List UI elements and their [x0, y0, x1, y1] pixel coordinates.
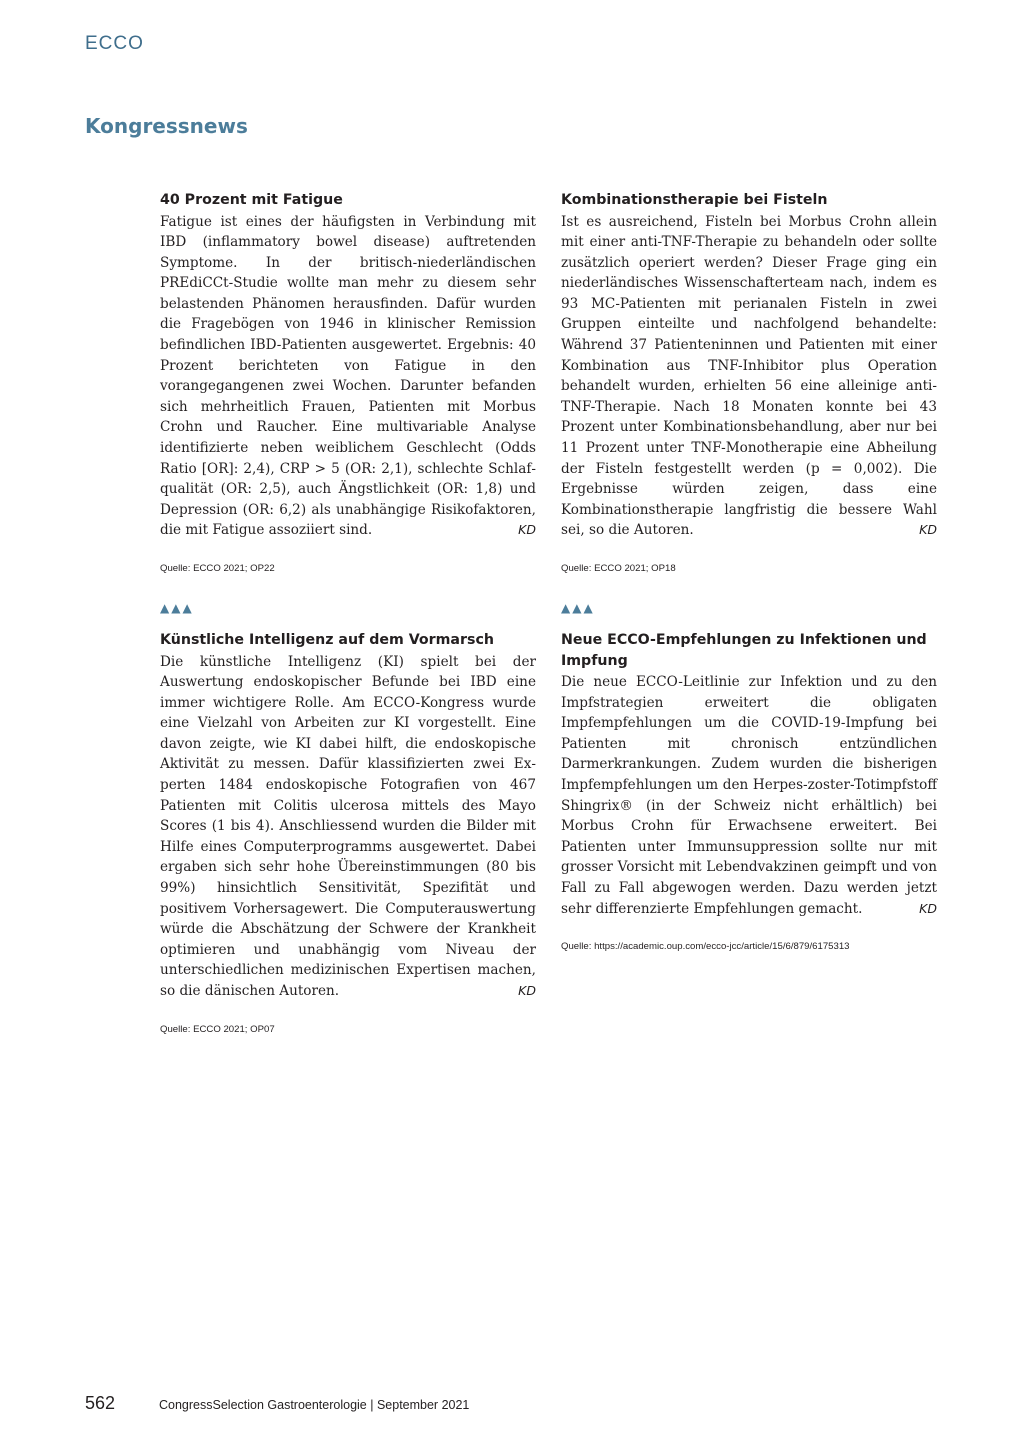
- article-body: [561, 212, 937, 542]
- author-initials: KD: [518, 522, 536, 538]
- article-ki: [160, 630, 536, 1002]
- author-initials: KD: [919, 522, 937, 538]
- article-title: 40 Prozent mit Fatigue: [160, 192, 343, 208]
- right-column: [561, 190, 937, 952]
- article-source: Quelle: ECCO 2021; OP07: [160, 1023, 275, 1035]
- article-body: [160, 212, 536, 542]
- article-text: Fatigue ist eines der häufigsten in Verbindung mit IBD (inflammatory bowel disease) auftretenden Symptome. In der britisch-niederländischen PREdiCCt-Studie wollte man mehr zu diesem sehr belastenden Phänomen herausfinden. Dafür wurden die Fragebögen von 1946 in klinischer Remission befindlichen IBD-Patienten ausgewertet. Ergebnis: 40 Prozent berichteten von Fatigue in den vorangegangenen zwei Wochen. Darunter befanden sich mehrheitlich Frauen, Patienten mit Morbus Crohn und Raucher. Eine multivariable Analyse identifizierte neben weiblichem Geschlecht (Odds Ratio [OR]: 2,4), CRP > 5 (OR: 2,1), schlechte Schlafqualität (OR: 2,5), auch Ängstlichkeit (OR: 1,8) und Depression (OR: 6,2) als unabhängige Risikofaktoren, die mit Fatigue assoziiert sind.: [160, 213, 536, 539]
- author-initials: KD: [518, 983, 536, 998]
- article-body: [160, 652, 536, 1002]
- article-impfung: [561, 630, 937, 919]
- left-column: [160, 190, 536, 1035]
- article-body: [561, 672, 937, 919]
- article-source: Quelle: https://academic.oup.com/ecco-jcc/article/15/6/879/6175313: [561, 941, 850, 953]
- article-title: Neue ECCO-Empfehlungen zu Infektionen und Impfung: [561, 632, 927, 669]
- article-source: Quelle: ECCO 2021; OP22: [160, 563, 275, 574]
- page-footer: [85, 1393, 469, 1414]
- article-title: Kombinationstherapie bei Fisteln: [561, 192, 828, 208]
- article-text: Die neue ECCO-Leitlinie zur Infektion und zu den Impfstrategien erweitert die obligaten Impfempfehlungen um die COVID-19-Impfung bei Patienten mit chronisch entzündlichen Darmerkrankungen. Zudem wurden die bisherigen Impfempfehlungen um den Herpes-zoster-Totimpfstoff Shingrix® (in der Schweiz nicht erhältlich) bei Morbus Crohn für Erwachsene erweitert. Bei Patienten unter Immunsuppression sollte nur mit grosser Vorsicht mit Lebendvakzinen geimpft und von Fall zu Fall abgewogen werden. Dazu werden jetzt sehr differenzierte Empfehlungen gemacht.: [561, 674, 937, 917]
- article-text: Ist es ausreichend, Fisteln bei Morbus Crohn allein mit einer anti-TNF-Therapie zu behandeln oder sollte zusätzlich operiert werden? Dieser Frage ging ein niederländisches Wissenschafterteam nach, indem es 93 MC-Patienten mit perianalen Fisteln in zwei Gruppen einteilte und nachfolgend behandelte: Während 37 Patienteninnen und Patienten mit einer Kombination aus TNF-Inhibitor plus Operation behandelt wurden, erhielten 56 eine alleinige anti-TNF-Therapie. Nach 18 Monaten konnte bei 43 Prozent unter Kombinationsbehandlung, aber nur bei 11 Prozent unter TNF-Monotherapie eine Abheilung der Fisteln festgestellt werden (p = 0,002). Die Ergebnisse würden zeigen, dass eine Kombinationstherapie langfristig die bessere Wahl sei, so die Autoren.: [561, 213, 937, 539]
- page-number: 562: [85, 1393, 116, 1413]
- article-fisteln: [561, 190, 937, 541]
- page-title: Kongressnews: [85, 114, 248, 138]
- article-title: Künstliche Intelligenz auf dem Vormarsch: [160, 632, 494, 648]
- separator-triangles: ▲▲▲: [160, 601, 194, 615]
- article-source: Quelle: ECCO 2021; OP18: [561, 563, 676, 574]
- journal-info: CongressSelection Gastroenterologie | September 2021: [159, 1398, 470, 1412]
- separator-triangles: ▲▲▲: [561, 601, 595, 615]
- article-text: Die künstliche Intelligenz (KI) spielt bei der Auswertung endoskopischer Befunde bei IBD eine immer wichtigere Rolle. Am ECCO-Kongress wurde eine Vielzahl von Arbeiten zur KI vorgestellt. Eine davon zeigte, wie KI dabei hilft, die endoskopische Aktivität zu messen. Dafür klassifizierten zwei Experten 1484 endoskopische Fotografien von 467 Patienten mit Colitis ulcerosa mittels des Mayo Scores (1 bis 4). Anschliessend wurden die Bilder mit Hilfe eines Computerprogramms ausgewertet. Dabei ergaben sich sehr hohe Übereinstimmungen (80 bis 99%) hinsichtlich Sensitivität, Spezifität und positivem Vorhersagewert. Die Computerauswertung würde die Abschätzung der Schwere der Krankheit optimieren und unabhängig vom Niveau der unterschiedlichen medizinischen Expertisen machen, so die dänischen Autoren.: [160, 653, 536, 999]
- author-initials: KD: [919, 900, 937, 916]
- section-label: ECCO: [85, 33, 144, 54]
- article-fatigue: [160, 190, 536, 541]
